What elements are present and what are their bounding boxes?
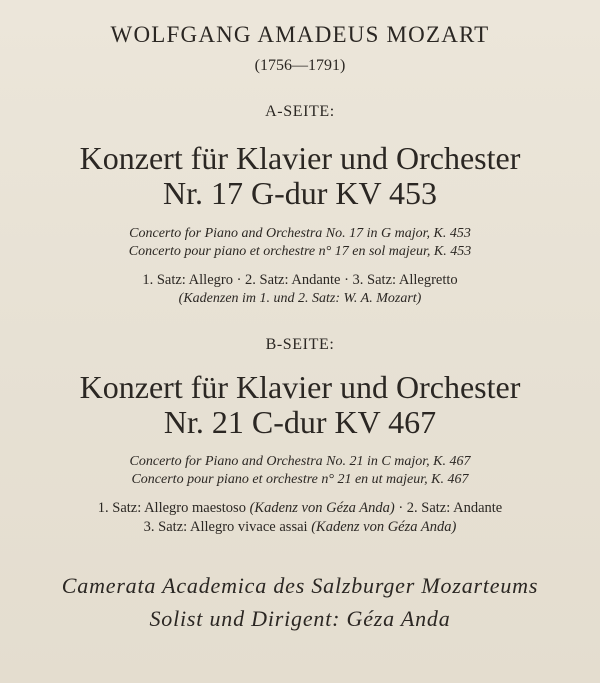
side-a-subtitle-en: Concerto for Piano and Orchestra No. 17 in G major, K. 453 <box>129 226 471 241</box>
side-a-label: A-SEITE: <box>265 103 335 120</box>
cadenza-note: (Kadenz von Géza Anda) <box>311 519 457 535</box>
movement-text: 1. Satz: Allegro maestoso <box>97 500 250 516</box>
side-a-title-line2: Nr. 17 G-dur KV 453 <box>162 175 438 211</box>
side-b-title-line2: Nr. 21 C-dur KV 467 <box>163 404 437 440</box>
side-a-cadenzas: (Kadenzen im 1. und 2. Satz: W. A. Mozart) <box>178 291 422 306</box>
side-b-movements-line2 <box>0 519 600 536</box>
side-b-subtitle-fr: Concerto pour piano et orchestre n° 21 en ut majeur, K. 467 <box>131 472 469 487</box>
side-b-title-line1: Konzert für Klavier und Orchester <box>79 369 521 405</box>
ensemble-name: Camerata Academica des Salzburger Mozarteums <box>61 573 539 598</box>
side-b-label: B-SEITE: <box>265 336 335 353</box>
movement-text: 3. Satz: Allegro vivace assai <box>143 519 312 535</box>
movement-text: · 2. Satz: Andante <box>394 500 503 516</box>
soloist-conductor: Solist und Dirigent: Géza Anda <box>149 606 451 631</box>
composer-name: WOLFGANG AMADEUS MOZART <box>110 22 490 47</box>
side-a-movements: 1. Satz: Allegro · 2. Satz: Andante · 3. Satz: Allegretto <box>142 272 458 288</box>
cadenza-note: (Kadenz von Géza Anda) <box>249 500 395 516</box>
side-a-title-line1: Konzert für Klavier und Orchester <box>79 140 521 176</box>
side-a-subtitle-fr: Concerto pour piano et orchestre n° 17 en sol majeur, K. 453 <box>128 244 472 259</box>
side-b-movements-line1 <box>0 500 600 517</box>
side-b-subtitle-en: Concerto for Piano and Orchestra No. 21 in C major, K. 467 <box>129 454 471 469</box>
composer-dates: (1756—1791) <box>254 57 346 74</box>
